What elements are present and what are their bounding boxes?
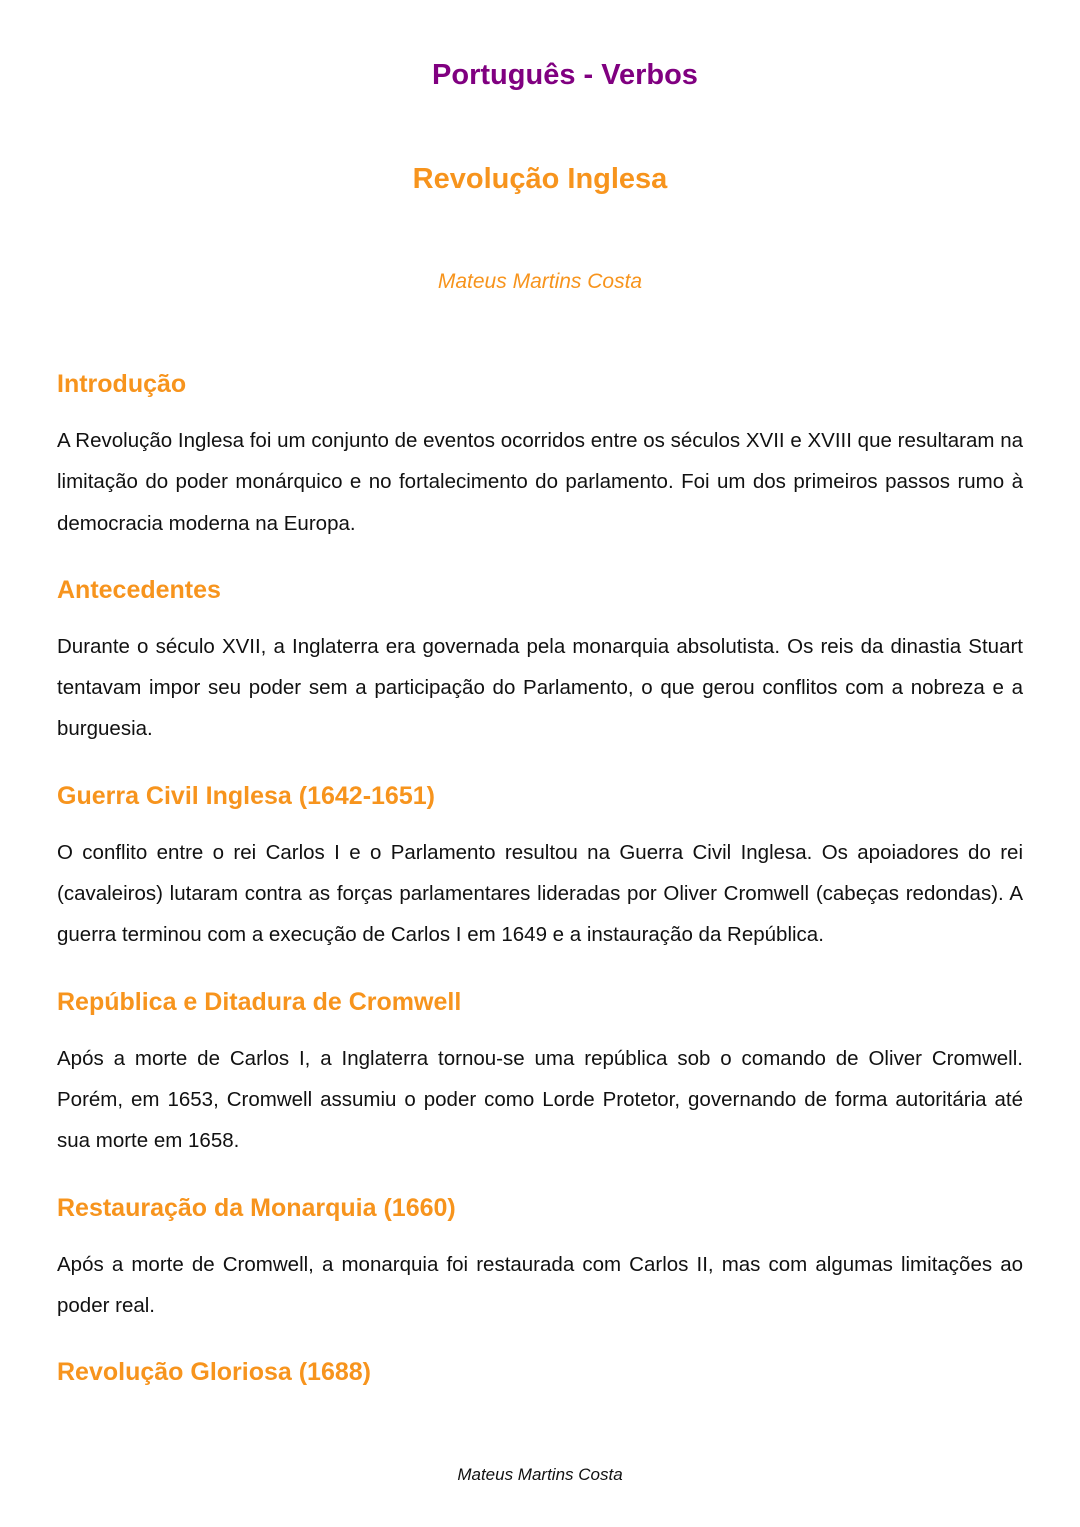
section-revolucao-gloriosa xyxy=(57,1354,1023,1390)
section-introducao xyxy=(57,366,1023,544)
document-title: Português - Verbos xyxy=(432,59,698,91)
document-subtitle: Revolução Inglesa xyxy=(412,163,668,195)
section-heading: República e Ditadura de Cromwell xyxy=(57,987,462,1016)
section-body: Após a morte de Cromwell, a monarquia foi restaurada com Carlos II, mas com algumas limitações ao poder real. xyxy=(57,1252,1023,1317)
document-content xyxy=(57,366,1023,1408)
page-footer-author: Mateus Martins Costa xyxy=(457,1465,623,1484)
section-heading: Guerra Civil Inglesa (1642-1651) xyxy=(57,781,435,810)
section-guerra-civil xyxy=(57,778,1023,956)
section-heading: Revolução Gloriosa (1688) xyxy=(57,1358,372,1387)
section-heading: Antecedentes xyxy=(57,575,221,604)
section-heading: Introdução xyxy=(57,370,187,398)
section-body: O conflito entre o rei Carlos I e o Parlamento resultou na Guerra Civil Inglesa. Os apoiadores do rei (cavaleiros) lutaram contra as forças parlamentares lideradas por Oliver Cromwell (cabeças redondas). A guerra terminou com a execução de Carlos I em 1649 e a instauração da República. xyxy=(57,840,1023,947)
section-restauracao xyxy=(57,1190,1023,1327)
section-body: A Revolução Inglesa foi um conjunto de eventos ocorridos entre os séculos XVII e XVIII que resultaram na limitação do poder monárquico e no fortalecimento do parlamento. Foi um dos primeiros passos rumo à democracia moderna na Europa. xyxy=(57,429,1023,535)
section-body: Após a morte de Carlos I, a Inglaterra tornou-se uma república sob o comando de Oliver Cromwell. Porém, em 1653, Cromwell assumiu o poder como Lorde Protetor, governando de forma autoritária até sua morte em 1658. xyxy=(57,1046,1023,1153)
section-body: Durante o século XVII, a Inglaterra era governada pela monarquia absolutista. Os reis da dinastia Stuart tentavam impor seu poder sem a participação do Parlamento, o que gerou conflitos com a nobreza e a burguesia. xyxy=(57,634,1023,741)
document-author: Mateus Martins Costa xyxy=(437,270,643,293)
section-republica xyxy=(57,984,1023,1162)
section-antecedentes xyxy=(57,572,1023,750)
section-heading: Restauração da Monarquia (1660) xyxy=(57,1193,456,1222)
